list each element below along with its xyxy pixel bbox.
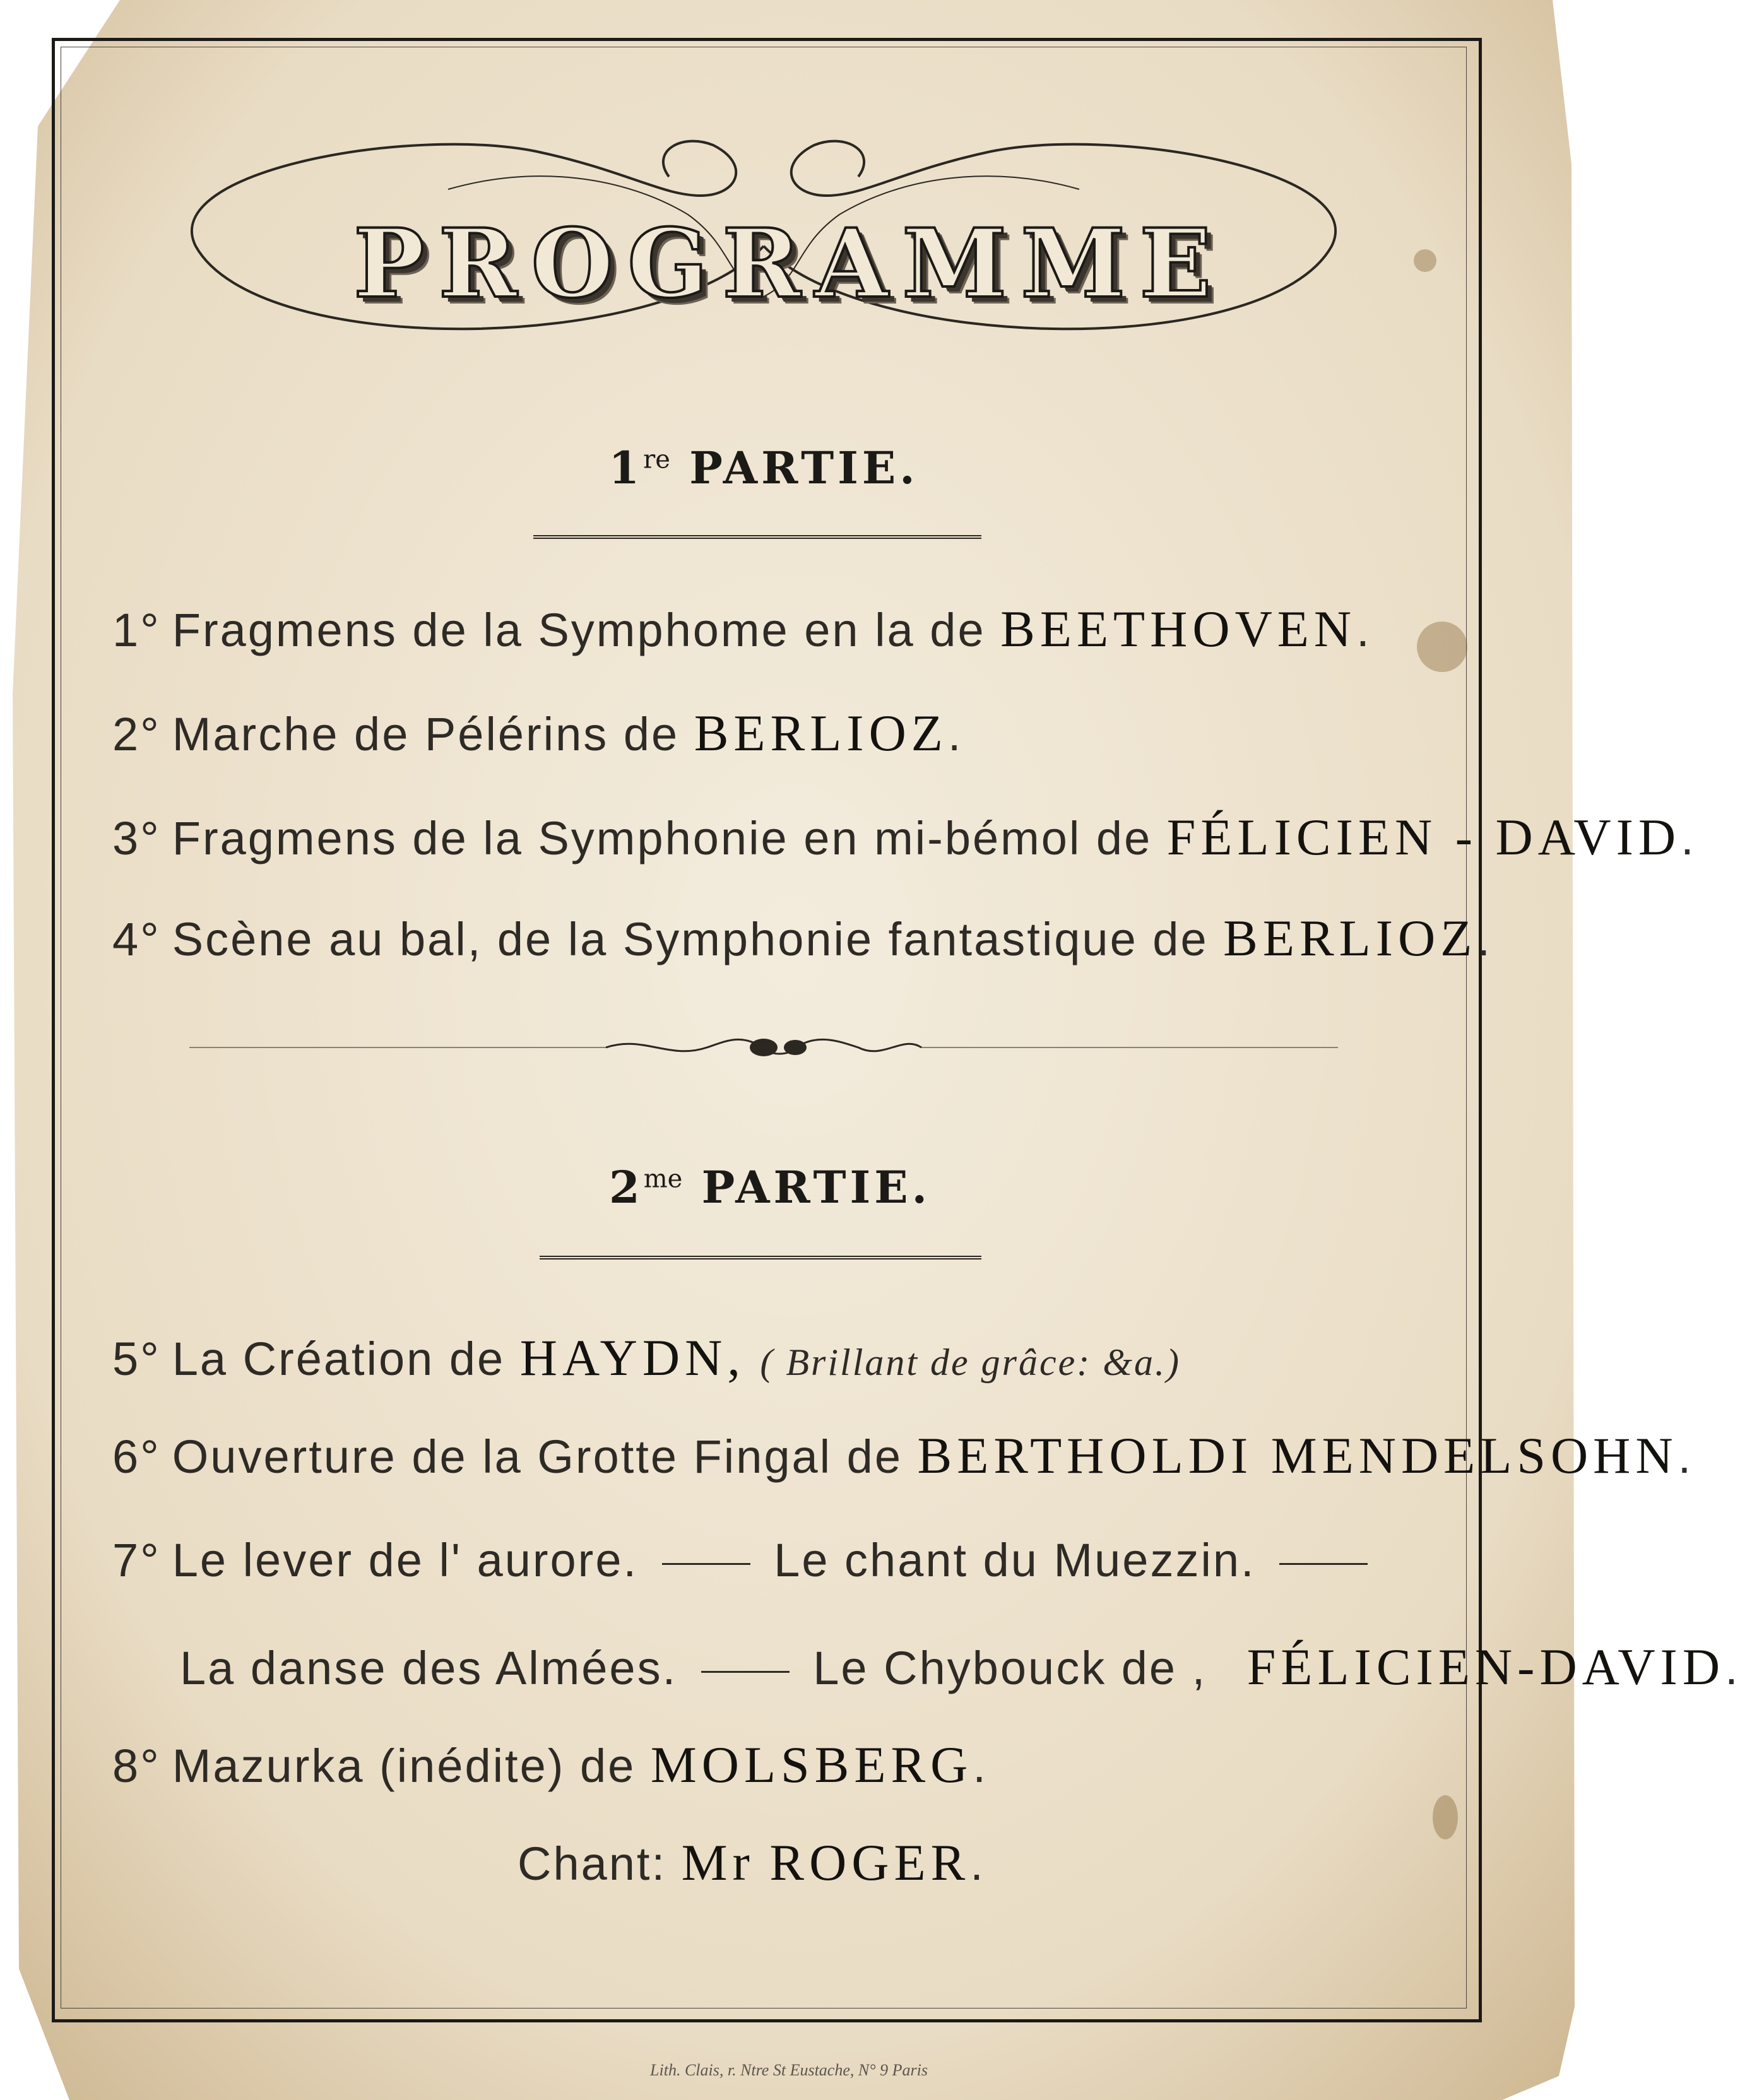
item-end: . bbox=[1356, 604, 1371, 656]
item-text: Mazurka (inédite) de bbox=[172, 1740, 636, 1792]
chant-name: ROGER bbox=[769, 1834, 971, 1891]
program-item-3 bbox=[112, 808, 1696, 867]
item-end: . bbox=[1725, 1642, 1740, 1694]
item-text: Scène au bal, de la Symphonie fantastique de bbox=[172, 913, 1209, 965]
program-item-2 bbox=[112, 704, 962, 763]
dash-separator bbox=[662, 1563, 750, 1565]
lithographer-credit: Lith. Clais, r. Ntre St Eustache, N° 9 Paris bbox=[650, 2061, 928, 2079]
item-number: 7° bbox=[112, 1534, 161, 1586]
chant-end: . bbox=[970, 1838, 985, 1890]
item-composer: HAYDN, bbox=[519, 1329, 745, 1386]
program-item-1 bbox=[112, 599, 1371, 659]
part-2-label: PARTIE. bbox=[701, 1161, 932, 1213]
part-2-rule bbox=[540, 1256, 981, 1261]
program-item-5 bbox=[112, 1328, 1181, 1388]
item-end: . bbox=[973, 1740, 988, 1792]
item-number: 8° bbox=[112, 1740, 161, 1792]
program-item-8 bbox=[112, 1735, 988, 1795]
chant-line bbox=[518, 1833, 985, 1892]
item-text: Marche de Pélérins de bbox=[172, 708, 680, 760]
section-divider-ornament bbox=[189, 1029, 1338, 1066]
item-end: . bbox=[1678, 1430, 1693, 1483]
item-text: La danse des Almées. bbox=[180, 1642, 678, 1694]
item-number: 1° bbox=[112, 604, 161, 656]
part-1-superscript: re bbox=[643, 445, 670, 475]
item-text: Le lever de l' aurore. bbox=[172, 1534, 639, 1586]
dash-separator bbox=[1279, 1563, 1368, 1565]
item-number: 2° bbox=[112, 708, 161, 760]
item-text: Fragmens de la Symphonie en mi-bémol de bbox=[172, 812, 1152, 864]
item-number: 5° bbox=[112, 1333, 161, 1385]
item-composer: BEETHOVEN bbox=[1000, 600, 1357, 658]
part-1-heading bbox=[385, 442, 1142, 494]
item-note: ( Brillant de grâce: &a.) bbox=[760, 1342, 1181, 1383]
part-2-heading bbox=[391, 1161, 1149, 1213]
program-item-6 bbox=[112, 1426, 1693, 1485]
part-2-numeral: 2 bbox=[608, 1161, 644, 1213]
item-text: La Création de bbox=[172, 1333, 506, 1385]
foxing-stain bbox=[1417, 622, 1467, 672]
part-1-label: PARTIE. bbox=[689, 442, 919, 494]
part-1-numeral: 1 bbox=[608, 442, 644, 494]
chant-title-text: Mr bbox=[681, 1834, 755, 1891]
item-text-2: Le Chybouck de , bbox=[813, 1642, 1207, 1694]
item-composer: FÉLICIEN - DAVID bbox=[1166, 808, 1681, 866]
item-composer: BERTHOLDI MENDELSOHN bbox=[917, 1427, 1678, 1484]
item-end: . bbox=[1681, 812, 1696, 864]
item-number: 6° bbox=[112, 1430, 161, 1483]
page-title: PROGRAMME bbox=[353, 208, 1226, 319]
dash-separator bbox=[701, 1671, 790, 1673]
program-item-7-continued bbox=[180, 1637, 1740, 1697]
part-1-rule bbox=[533, 535, 981, 540]
item-end: . bbox=[947, 708, 963, 760]
item-text: Fragmens de la Symphome en la de bbox=[172, 604, 986, 656]
part-2-superscript: me bbox=[643, 1164, 683, 1194]
item-end: . bbox=[1477, 913, 1492, 965]
item-composer: MOLSBERG bbox=[650, 1736, 973, 1793]
item-composer: BERLIOZ bbox=[1223, 909, 1477, 967]
chant-title bbox=[682, 1834, 755, 1891]
item-composer: FÉLICIEN-DAVID bbox=[1246, 1638, 1725, 1696]
program-item-7 bbox=[112, 1533, 1376, 1587]
chant-label: Chant: bbox=[518, 1838, 667, 1890]
item-text-2: Le chant du Muezzin. bbox=[774, 1534, 1256, 1586]
foxing-stain bbox=[1433, 1795, 1458, 1839]
foxing-stain bbox=[1414, 249, 1436, 272]
item-number: 3° bbox=[112, 812, 161, 864]
item-text: Ouverture de la Grotte Fingal de bbox=[172, 1430, 903, 1483]
item-composer: BERLIOZ bbox=[694, 704, 948, 762]
item-number: 4° bbox=[112, 913, 161, 965]
program-item-4 bbox=[112, 909, 1492, 968]
